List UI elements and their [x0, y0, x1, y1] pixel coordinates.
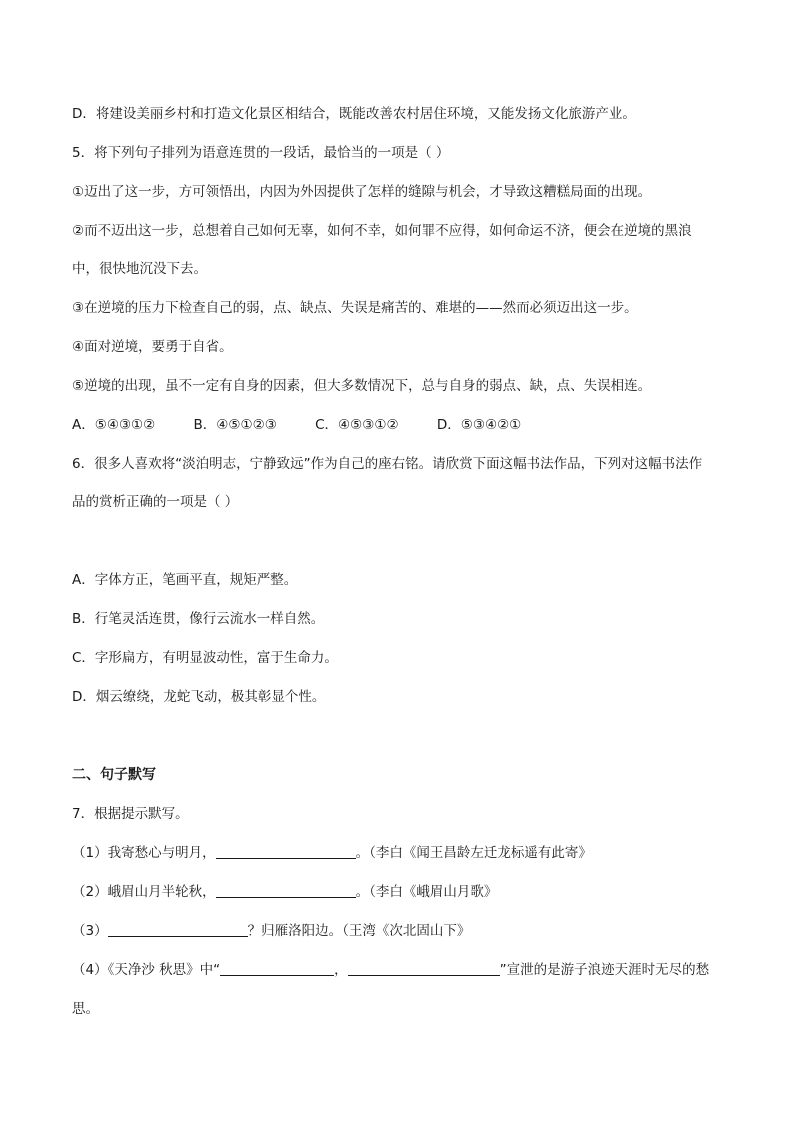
q6-option-c: C．字形扁方，有明显波动性，富于生命力。	[72, 650, 338, 666]
q5-sentence-3: ③在逆境的压力下检查自己的弱，点、缺点、失误是痛苦的、难堪的——然而必须迈出这一步。	[72, 300, 638, 316]
q7-item-3-blank[interactable]	[108, 922, 248, 937]
q7-item-1	[72, 843, 592, 863]
q5-sentence-2-line-1: ②而不迈出这一步，总想着自己如何无辜，如何不幸，如何罪不应得，如何命运不济，便会在逆境的黑浪	[72, 223, 692, 239]
q7-item-1-blank[interactable]	[216, 844, 356, 859]
q6-option-a: A．字体方正，笔画平直，规矩严整。	[72, 572, 298, 588]
q7-item-3-prefix: （3）	[72, 923, 108, 939]
q5-option-c: C．④⑤③①②	[315, 417, 399, 433]
q7-item-4-blank-1[interactable]	[220, 961, 334, 976]
q7-item-4-suffix: ”宣泄的是游子浪迹天涯时无尽的愁	[499, 962, 710, 978]
q5-sentence-2-line-2: 中，很快地沉没下去。	[72, 261, 207, 277]
q5-sentence-5: ⑤逆境的出现，虽不一定有自身的因素，但大多数情况下，总与自身的弱点、缺，点、失误相连。	[72, 378, 652, 394]
q5-option-d: D．⑤③④②①	[436, 417, 522, 433]
q7-item-2-blank[interactable]	[216, 883, 356, 898]
q6-option-b: B．行笔灵活连贯，像行云流水一样自然。	[72, 611, 325, 627]
q7-item-4-line-2: 思。	[72, 1001, 99, 1017]
q7-item-3-suffix: ？归雁洛阳边。（王湾《次北固山下》	[247, 923, 471, 939]
q5-sentence-4: ④面对逆境，要勇于自省。	[72, 339, 233, 355]
q7-item-4-prefix: （4）《天净沙 秋思》中“	[72, 962, 221, 978]
q5-options	[72, 415, 555, 435]
q7-item-1-prefix: （1）我寄愁心与明月，	[72, 845, 216, 861]
q6-stem-line-1: 6．很多人喜欢将“淡泊明志，宁静致远”作为自己的座右铭。请欣赏下面这幅书法作品，下列对这幅书法作	[72, 456, 703, 472]
q7-item-3	[72, 921, 470, 941]
q6-stem-line-2: 品的赏析正确的一项是（ ）	[72, 494, 239, 510]
q5-sentence-1: ①迈出了这一步，方可领悟出，内因为外因提供了怎样的缝隙与机会，才导致这糟糕局面的出现。	[72, 184, 652, 200]
q6-option-d: D．烟云缭绕，龙蛇飞动，极其彰显个性。	[72, 689, 326, 705]
q5-option-b: B．④⑤①②③	[193, 417, 277, 433]
q7-stem: 7．根据提示默写。	[72, 806, 189, 822]
q7-item-1-suffix: 。（李白《闻王昌龄左迁龙标遥有此寄》	[355, 845, 592, 861]
q7-item-4-mid: ，	[334, 962, 348, 978]
section-heading: 二、句子默写	[72, 767, 156, 783]
q5-stem: 5．将下列句子排列为语意连贯的一段话，最恰当的一项是（ ）	[72, 145, 450, 161]
q7-item-2-suffix: 。（李白《峨眉山月歌》	[355, 884, 498, 900]
q5-option-a: A．⑤④③①②	[72, 417, 156, 433]
q4-option-d: D．将建设美丽乡村和打造文化景区相结合，既能改善农村居住环境，又能发扬文化旅游产业。	[72, 106, 636, 122]
q7-item-4	[72, 960, 709, 980]
q7-item-4-blank-2[interactable]	[348, 961, 500, 976]
q7-item-2-prefix: （2）峨眉山月半轮秋，	[72, 884, 216, 900]
q7-item-2	[72, 882, 497, 902]
